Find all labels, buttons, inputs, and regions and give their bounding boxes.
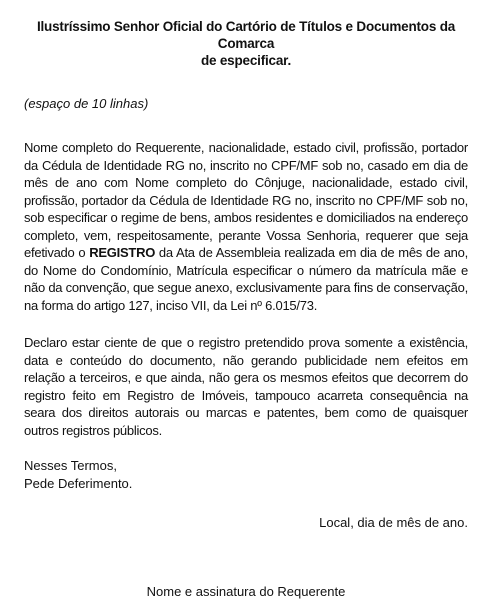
declaration-paragraph: Declaro estar ciente de que o registro pretendido prova somente a existência, data e conteúdo do documento, não gerando publicidade nem efeitos em relação a terceiros, e que ainda, não gera os mesmos efeitos que decorrem do registro feito em Registro de Imóveis, tampouco acarreta consequência na seara dos direitos autorais ou marcas e patentes, bem como de quaisquer outros registros públicos. (24, 335, 468, 438)
document-page (24, 18, 468, 600)
title-line-1: Ilustríssimo Senhor Oficial do Cartório de Títulos e Documentos da Comarca (36, 19, 456, 51)
registro-bold: REGISTRO (89, 245, 156, 260)
title-line-2: de especificar. (200, 53, 292, 68)
closing-line-1: Nesses Termos, (24, 458, 117, 473)
place-date: Local, dia de mês de ano. (319, 515, 468, 530)
closing-line-2: Pede Deferimento. (24, 475, 133, 491)
signature-line: Nome e assinatura do Requerente (146, 584, 346, 599)
spacing-note: (espaço de 10 linhas) (24, 96, 149, 111)
request-text-end: da Ata de Assembleia realizada em dia de mês de ano, do Nome do Condomínio, Matrícula especificar o número da matrícula mãe e não da convenção, que segue anexo, exclusivamente para fins de conservação, na forma do artigo 127, inciso VII, da Lei nº 6.015/73. (24, 245, 468, 313)
closing-block (24, 457, 468, 492)
document-title (24, 18, 468, 69)
request-paragraph (24, 139, 468, 314)
request-text-start: Nome completo do Requerente, nacionalidade, estado civil, profissão, portador da Cédula de Identidade RG no, inscrito no CPF/MF sob no, casado em dia de mês de ano com Nome completo do Cônjuge, nacionalidade, estado civil, profissão, portador da Cédula de Identidade RG no, inscrito no CPF/MF sob no, sob especificar o regime de bens, ambos residentes e domiciliados na endereço completo, vem, respeitosamente, perante Vossa Senhoria, requerer que seja efetivado o (24, 140, 468, 260)
